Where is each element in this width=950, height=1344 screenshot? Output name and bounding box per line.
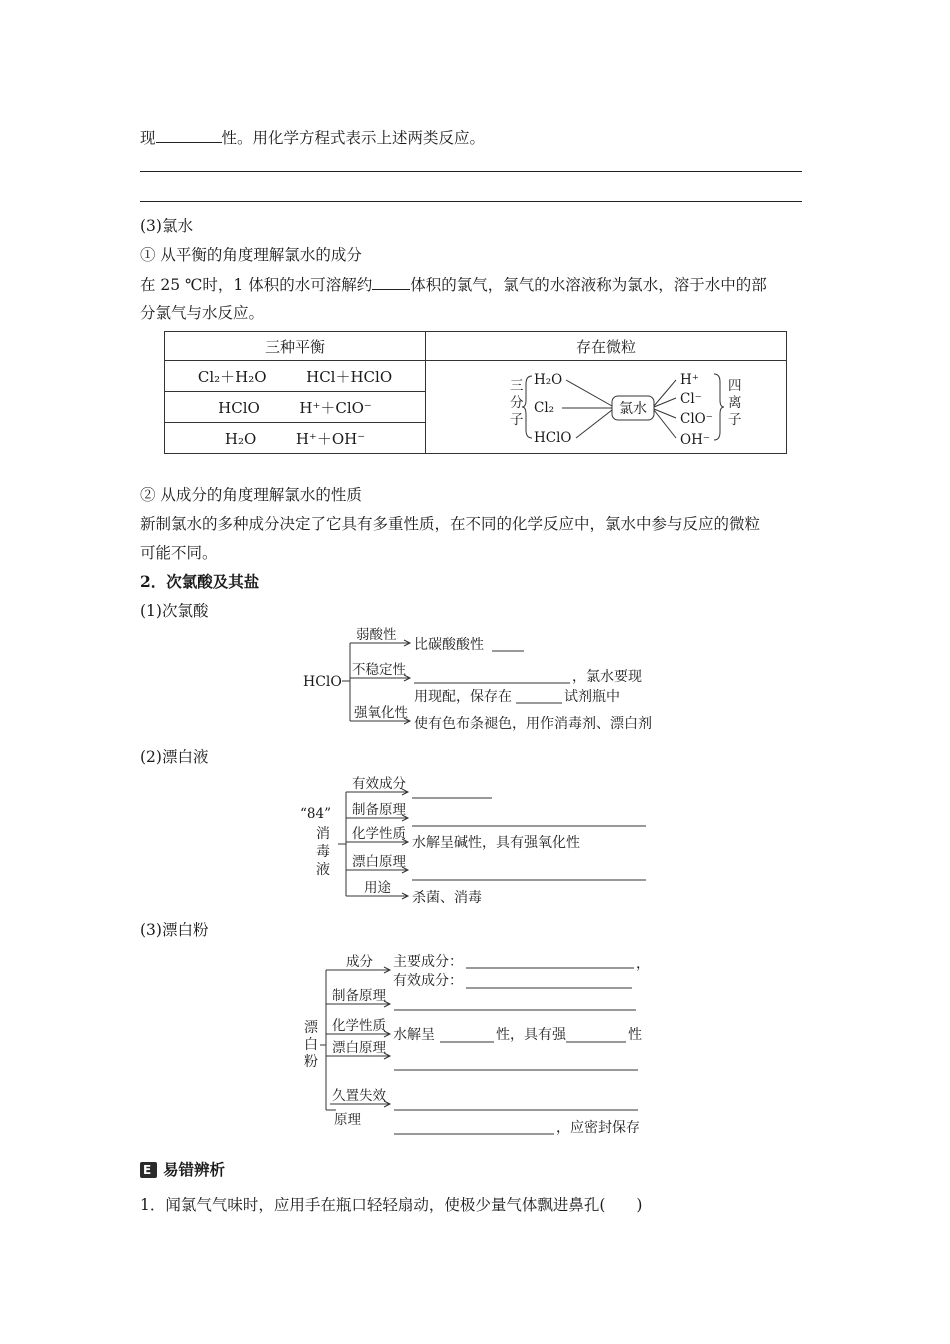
- molecule: H₂O: [534, 372, 563, 388]
- table-header: 三种平衡: [165, 332, 426, 361]
- error-analysis-icon: [140, 1162, 157, 1178]
- subsection-title: (2)漂白液: [140, 748, 209, 766]
- group-label-char: 四: [728, 378, 742, 394]
- group-label-char: 子: [728, 412, 742, 428]
- equation-left: H₂O: [224, 429, 257, 448]
- answer-line: [140, 201, 802, 202]
- molecule: Cl₂: [534, 400, 555, 416]
- group-label-char: 三: [510, 378, 524, 394]
- blank-line: [156, 127, 222, 143]
- table-row: [165, 423, 426, 454]
- equation-right: HCl＋HClO: [306, 367, 393, 386]
- group-label-char: 分: [510, 395, 524, 411]
- blank-line: [372, 274, 410, 290]
- branch-label: 原理: [334, 1112, 361, 1128]
- group-label-char: 子: [510, 412, 524, 428]
- branch-text: ，: [636, 956, 650, 972]
- branch-label: 漂白原理: [352, 854, 406, 870]
- particles-diagram: [426, 362, 786, 452]
- bleach-liquid-diagram: [296, 772, 656, 908]
- branch-label: 有效成分: [352, 776, 406, 792]
- paragraph-line: 可能不同。: [140, 544, 218, 562]
- equation-left: HClO: [218, 398, 260, 417]
- particles-cell: [426, 361, 787, 454]
- branch-text: 杀菌、消毒: [412, 890, 482, 906]
- root-label-char: 漂: [304, 1020, 318, 1036]
- subsection-title: ② 从成分的角度理解氯水的性质: [140, 486, 362, 504]
- section-title-hypochlorous: 2．次氯酸及其盐: [140, 572, 260, 591]
- group-label-char: 离: [728, 395, 742, 411]
- connector-line: [576, 410, 612, 438]
- para-text: 体积的氯气，氯气的水溶液称为氯水，溶于水中的部: [410, 276, 767, 294]
- hclo-diagram: [300, 625, 660, 737]
- text-prefix: 现: [140, 129, 156, 147]
- root-label-char: 消: [316, 826, 330, 842]
- left-brace: [522, 376, 532, 438]
- branch-label: 制备原理: [332, 988, 386, 1004]
- root-label: HClO: [303, 674, 342, 690]
- center-label: 氯水: [619, 401, 647, 417]
- paragraph-line: 分氯气与水反应。: [140, 304, 265, 322]
- root-label-char: 液: [316, 862, 330, 878]
- question-1: 1．闻氯气气味时，应用手在瓶口轻轻扇动，使极少量气体飘进鼻孔( ): [140, 1196, 643, 1214]
- branch-label: 成分: [346, 954, 373, 970]
- branch-label: 制备原理: [352, 802, 406, 818]
- ion: Cl⁻: [680, 391, 702, 407]
- subsection-title: (1)次氯酸: [140, 602, 209, 620]
- branch-text: 比碳酸酸性: [414, 637, 484, 653]
- answer-line: [140, 171, 802, 172]
- ion: ClO⁻: [680, 411, 713, 427]
- equation-left: Cl₂＋H₂O: [197, 367, 267, 386]
- root-label: “84”: [300, 806, 331, 822]
- branch-label: 久置失效: [332, 1088, 386, 1104]
- branch-text: ，应密封保存: [556, 1120, 640, 1136]
- connector-line: [566, 380, 612, 406]
- branch-label: 不稳定性: [352, 662, 406, 678]
- root-label-char: 白: [304, 1037, 318, 1053]
- ion: OH⁻: [680, 432, 710, 448]
- branch-text: ，氯水要现: [572, 669, 642, 685]
- section-title-chlorine-water: (3)氯水: [140, 217, 193, 235]
- branch-label: 用途: [364, 880, 391, 896]
- subsection-title: ① 从平衡的角度理解氯水的成分: [140, 246, 362, 264]
- right-brace: [714, 374, 724, 440]
- paragraph-line: [140, 274, 767, 295]
- ion: H⁺: [680, 372, 699, 388]
- subsection-title: (3)漂白粉: [140, 921, 209, 939]
- table-row: [165, 361, 426, 392]
- branch-text: 试剂瓶中: [564, 689, 620, 705]
- branch-text: 水解呈碱性，具有强氧化性: [412, 835, 580, 851]
- branch-text: 性: [628, 1027, 642, 1043]
- root-label-char: 毒: [316, 844, 330, 860]
- branch-text: 性，具有强: [496, 1027, 566, 1043]
- para-text: 在 25 ℃时，1 体积的水可溶解约: [140, 276, 373, 294]
- text-line-top: [140, 127, 485, 148]
- text-suffix: 性。用化学方程式表示上述两类反应。: [221, 129, 486, 147]
- branch-label: 化学性质: [332, 1018, 386, 1034]
- branch-label: 弱酸性: [356, 627, 397, 643]
- paragraph-line: 新制氯水的多种成分决定了它具有多重性质，在不同的化学反应中，氯水中参与反应的微粒: [140, 515, 761, 533]
- branch-text: 有效成分：: [393, 973, 463, 989]
- branch-label: 化学性质: [352, 826, 406, 842]
- equation-right: H⁺＋OH⁻: [295, 429, 366, 448]
- molecule: HClO: [534, 430, 572, 446]
- branch-text: 主要成分：: [393, 954, 463, 970]
- branch-label: 强氧化性: [354, 705, 408, 721]
- equilibrium-table: [164, 331, 787, 454]
- branch-text: 水解呈: [393, 1027, 435, 1043]
- branch-text: 用现配，保存在: [414, 689, 512, 705]
- table-row: [165, 392, 426, 423]
- branch-text: 使有色布条褪色，用作消毒剂、漂白剂: [414, 716, 652, 732]
- equation-right: H⁺＋ClO⁻: [299, 398, 372, 417]
- connector-line: [654, 410, 676, 438]
- icon-letter: E: [143, 1163, 152, 1177]
- bleaching-powder-diagram: [300, 950, 650, 1140]
- error-analysis-title: 易错辨析: [163, 1161, 226, 1179]
- root-label-char: 粉: [304, 1054, 318, 1070]
- table-header: 存在微粒: [426, 332, 787, 361]
- branch-label: 漂白原理: [332, 1040, 386, 1056]
